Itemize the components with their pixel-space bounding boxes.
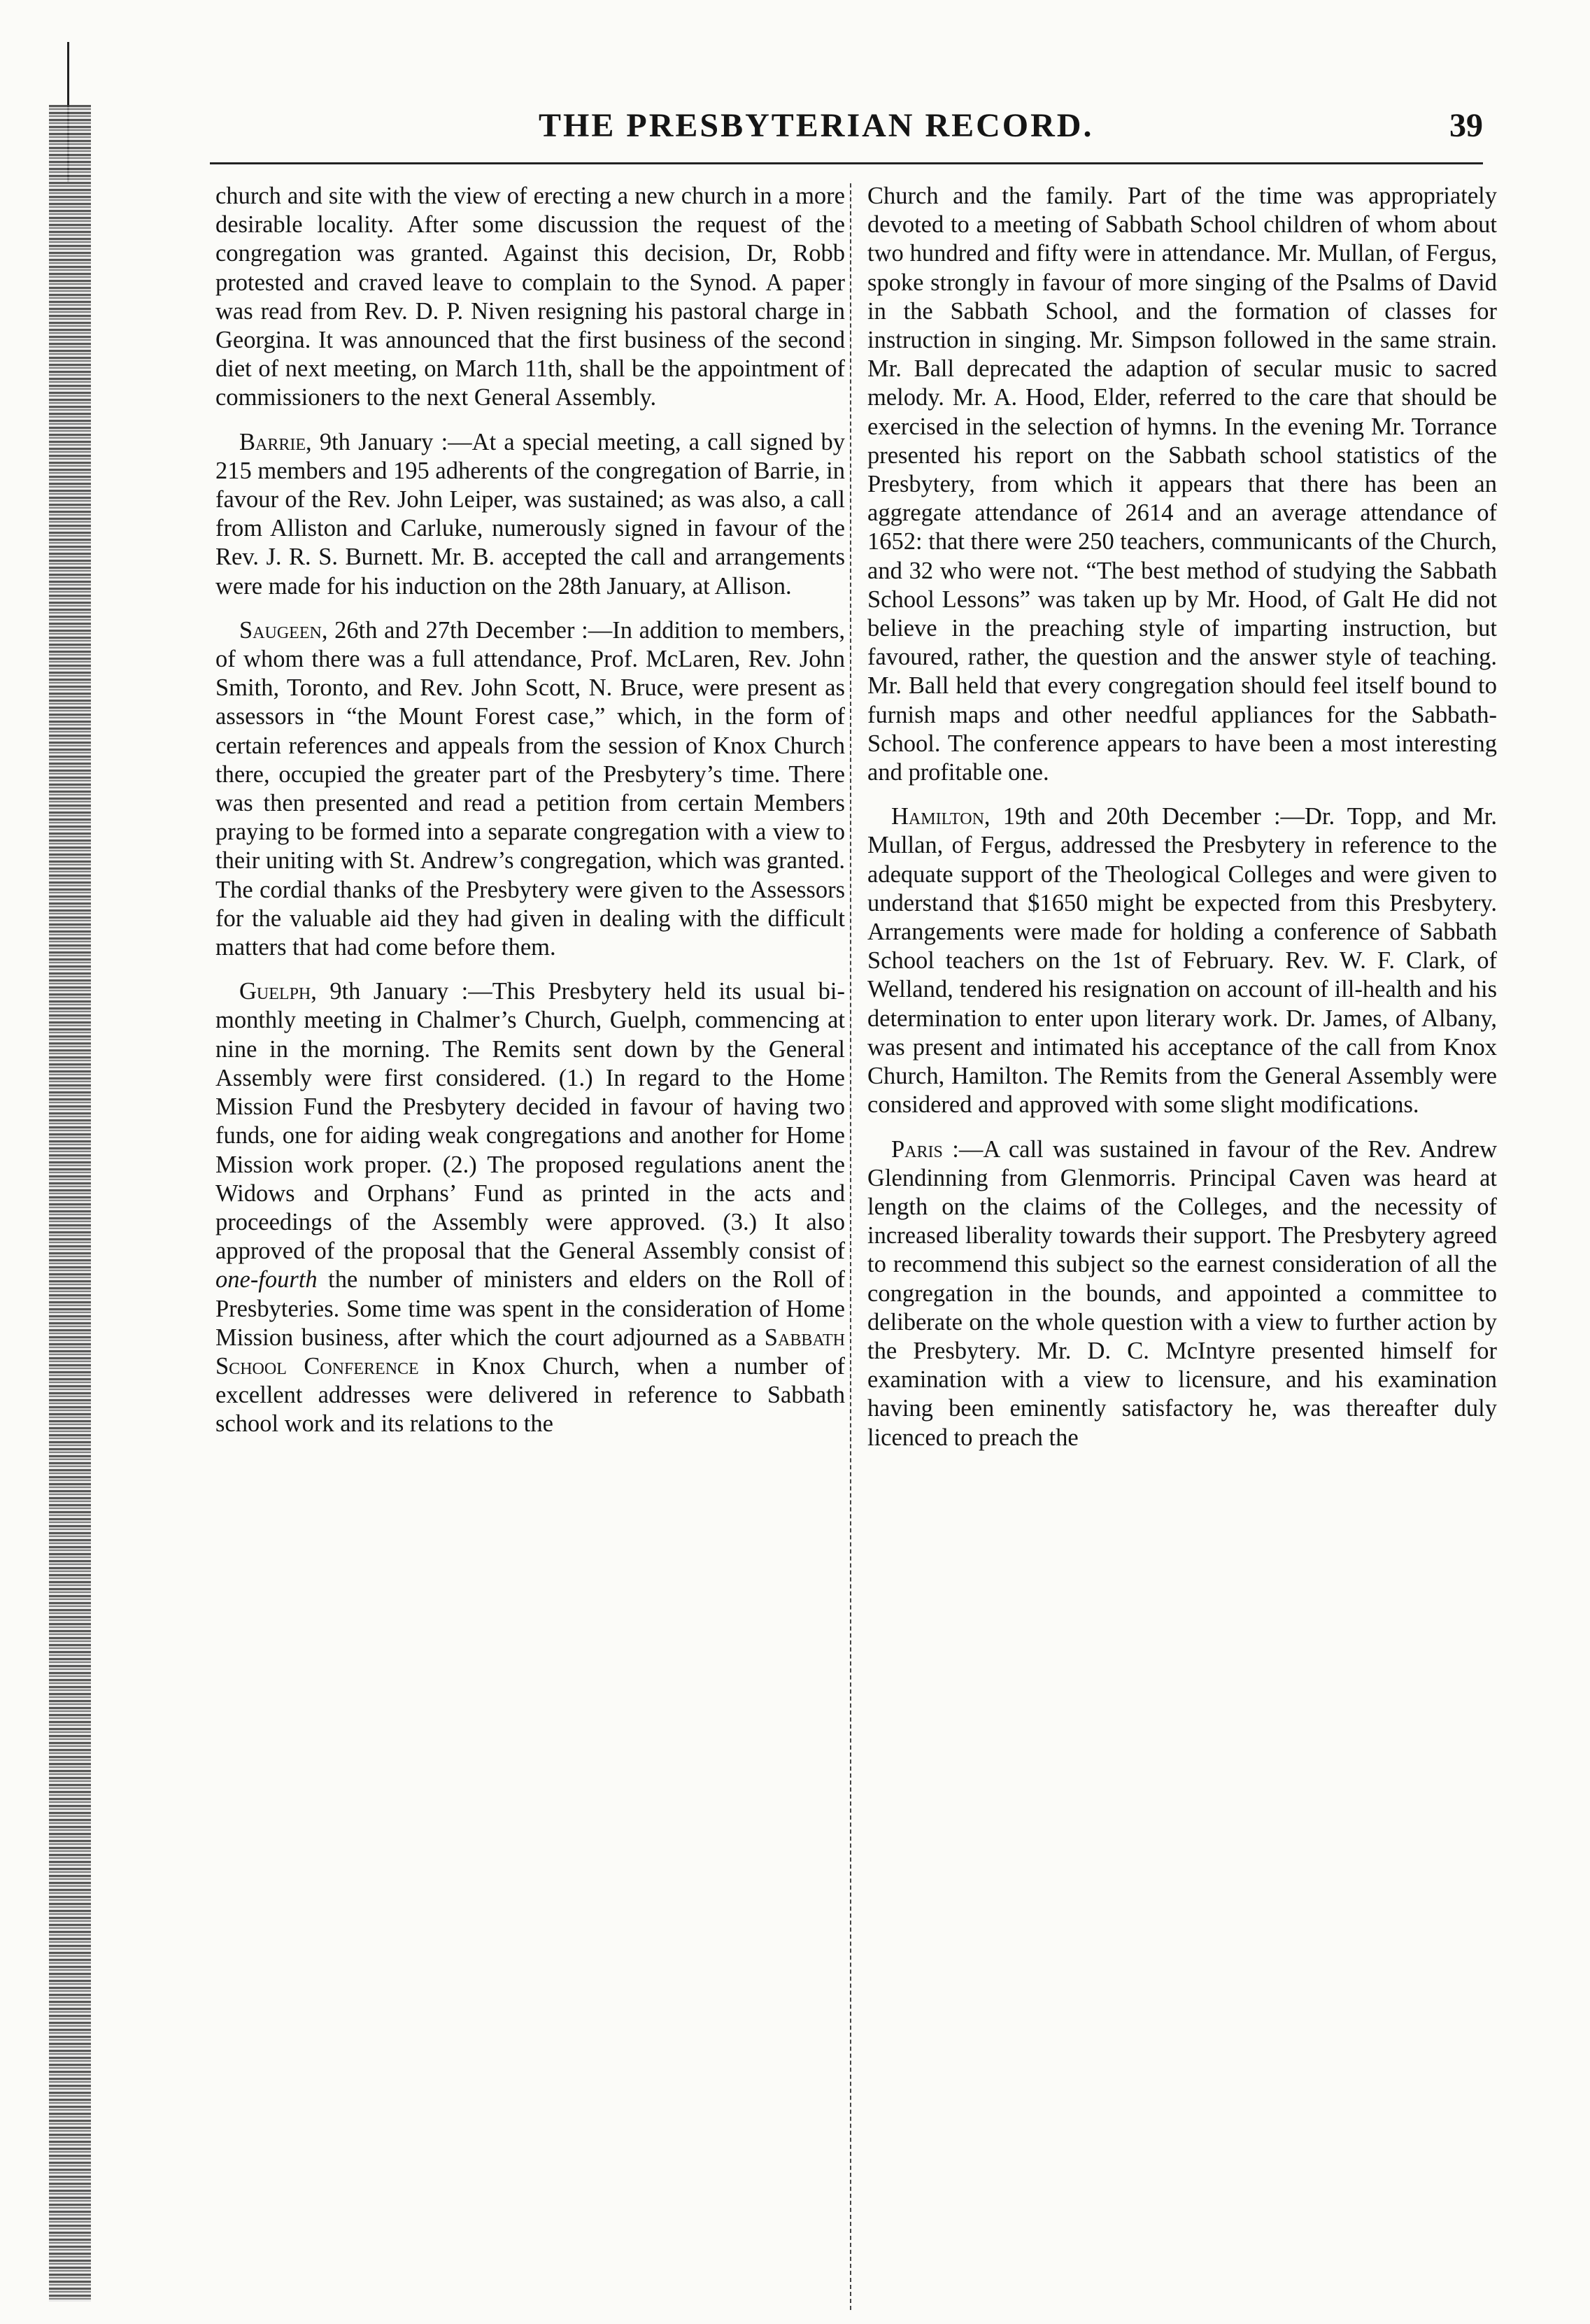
guelph-text-a: 9th January :—This Presbytery held its usual bi-monthly meeting in Chalmer’s Church, Guelph, commencing at nine in the morning. The Remits sent down by the General Assembly were first considered. (1.) In regard to the Home Mission Fund the Presbytery decided in favour of having two funds, one for aiding weak congregations and another for Home Mission work proper. (2.) The proposed regulations anent the Widows and Orphans’ Fund as printed in the acts and proceedings of the Assembly were approved. (3.) It also approved of the proposal that the General Assembly consist of	[215, 978, 845, 1265]
paris-text: :—A call was sustained in favour of the Rev. Andrew Glendinning from Glenmorris. Principal Caven was heard at length on the claims of the Colleges, and the necessity of increased liberality towards their support. The Presbytery agreed to recommend this subject so the earnest consideration of all the congregation in the bounds, and appointed a committee to deliberate on the whole question with a view to further action by the Presbytery. Mr. D. C. McIntyre presented himself for examination with a view to licensure, and his examination having been eminently satisfactory he, was thereafter duly licenced to preach the	[867, 1135, 1497, 1451]
left-paragraph-1: church and site with the view of erecting a new church in a more desirable locality. After some discussion the request of the congregation was granted. Against this decision, Dr, Robb protested and craved leave to complain to the Synod. A paper was read from Rev. D. P. Niven resigning his pastoral charge in Georgina. It was announced that the first business of the second diet of next meeting, on March 11th, shall be the appointment of commissioners to the next General Assembly.	[215, 183, 845, 411]
guelph-small-caps: Sabbath School Conference	[215, 1324, 845, 1380]
hamilton-text: 19th and 20th December :—Dr. Topp, and Mr. Mullan, of Fergus, addressed the Presbytery in reference to the adequate support of the Theological Colleges and were given to understand that $1650 might be expected from this Presbytery. Arrangements were made for holding a conference of Sabbath School teachers on the 1st of February. Rev. W. F. Clark, of Welland, tendered his resignation on account of ill-health and his determination to enter upon literary work. Dr. James, of Albany, was present and intimated his acceptance of the call from Knox Church, Hamilton. The Remits from the General Assembly were considered and approved with some slight modifications.	[867, 803, 1497, 1119]
header-rule	[210, 162, 1483, 164]
left-paragraph-guelph	[215, 977, 845, 1438]
page-number: 39	[1449, 107, 1483, 144]
right-paragraph-paris	[867, 1135, 1497, 1452]
column-divider	[850, 183, 853, 2310]
left-column	[215, 182, 845, 1454]
left-paragraph-barrie	[215, 428, 845, 601]
page-title: THE PRESBYTERIAN RECORD.	[539, 107, 1094, 144]
section-head-hamilton: Hamilton,	[891, 803, 991, 830]
right-paragraph-hamilton	[867, 802, 1497, 1119]
book-binding-edge	[49, 105, 91, 2302]
section-head-guelph: Guelph,	[239, 978, 317, 1005]
left-paragraph-saugeen	[215, 616, 845, 962]
right-column	[867, 182, 1497, 1468]
guelph-italic: one-fourth	[215, 1266, 318, 1294]
barrie-text: 9th January :—At a special meeting, a call signed by 215 members and 195 adherents of the congregation of Barrie, in favour of the Rev. John Leiper, was sustained; as was also, a call from Alliston and Carluke, numerously signed in favour of the Rev. J. R. S. Burnett. Mr. B. accepted the call and arrangements were made for his induction on the 28th January, at Allison.	[215, 428, 845, 600]
guelph-text-b: the number of ministers and elders on the Roll of Presbyteries. Some time was spent in the consideration of Home Mission business, after which the court adjourned as a	[215, 1266, 845, 1351]
section-head-saugeen: Saugeen,	[239, 616, 328, 644]
right-paragraph-1: Church and the family. Part of the time was appropriately devoted to a meeting of Sabbath School children of whom about two hundred and fifty were in attendance. Mr. Mullan, of Fergus, spoke strongly in favour of more singing of the Psalms of David in the Sabbath School, and the formation of classes for instruction in singing. Mr. Simpson followed in the same strain. Mr. Ball deprecated the adaption of secular music to sacred melody. Mr. A. Hood, Elder, referred to the care that should be exercised in the selection of hymns. In the evening Mr. Torrance presented his report on the Sabbath school statistics of the Presbytery, from which it appears that there has been an aggregate attendance of 2614 and an average attendance of 1652: that there were 250 teachers, communicants of the Church, and 32 who were not. “The best method of studying the Sabbath School Lessons” was taken up by Mr. Hood, of Galt He did not believe in the preaching style of imparting instruction, but favoured, rather, the question and the answer style of teaching. Mr. Ball held that every congregation should feel itself bound to furnish maps and other needful appliances for the Sabbath-School. The conference appears to have been a most interesting and profitable one.	[867, 183, 1497, 786]
section-head-barrie: Barrie,	[239, 428, 312, 455]
section-head-paris: Paris	[891, 1135, 943, 1163]
page-header	[210, 106, 1483, 155]
saugeen-text: 26th and 27th December :—In addition to members, of whom there was a full attendance, Prof. McLaren, Rev. John Smith, Toronto, and Rev. John Scott, N. Bruce, were present as assessors in “the Mount Forest case,” which, in the form of certain references and appeals from the session of Knox Church there, occupied the greater part of the Presbytery’s time. There was then presented and read a petition from certain Members praying to be formed into a separate congregation with a view to their uniting with St. Andrew’s congregation, which was granted. The cordial thanks of the Presbytery were given to the Assessors for the valuable aid they had given in dealing with the difficult matters that had come before them.	[215, 616, 845, 961]
guelph-text-c: in Knox Church, when a number of excellent addresses were delivered in reference to Sabbath school work and its relations to the	[215, 1352, 846, 1438]
